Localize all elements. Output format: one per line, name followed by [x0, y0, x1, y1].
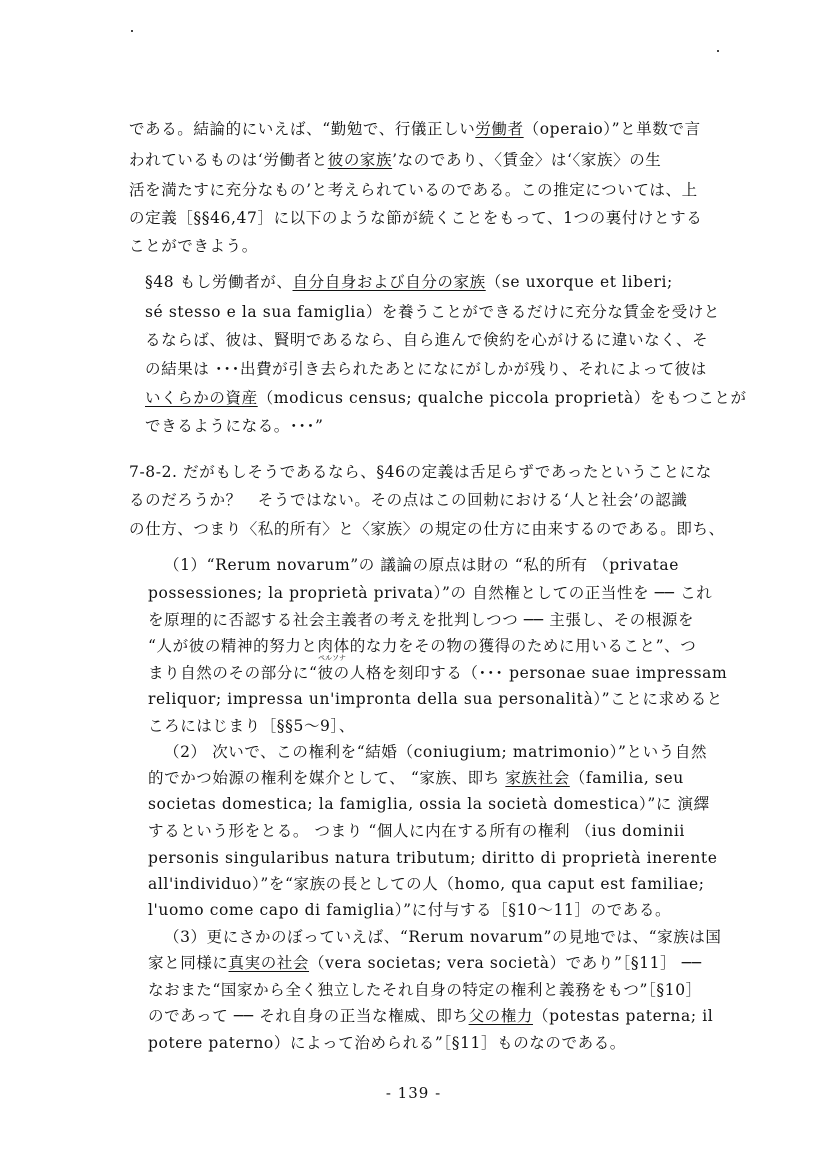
para1-line-1: である。結論的にいえば、“勤勉で、行儀正しい労働者（operaio）”と単数で言	[129, 120, 701, 138]
item3-line-1: （3）更にさかのぼっていえば、“Rerum novarum”の見地では、“家族は国	[164, 928, 722, 946]
item3-line-2: 家と同様に真実の社会（vera societas; vera società）であり”［§11］ ──	[148, 954, 702, 972]
item2-line-4: するという形をとる。 つまり “個人に内在する所有の権利 （ius dominii	[148, 822, 685, 840]
underlined-term: 真実の社会	[228, 954, 310, 972]
item3-line-3: なおまた“国家から全く独立したそれ自身の特定の権利と義務をもつ”［§10］	[148, 981, 702, 999]
item2-line-7: l'uomo come capo di famiglia）”に付与する［§10〜11］のである。	[148, 901, 672, 919]
quote-line-5: いくらかの資産（modicus census; qualche piccola proprietà）をもつことが	[145, 389, 747, 407]
para1-line-2: われているものは‘労働者と彼の家族’なのであり、〈賃金〉は‘〈家族〉の生	[129, 151, 662, 169]
underlined-term: 家族社会	[505, 769, 570, 787]
scan-speck	[717, 50, 719, 52]
underlined-term: 父の権力	[468, 1007, 533, 1025]
quote-line-4: の結果は ･･･出費が引き去られたあとになにがしかが残り、それによって彼は	[145, 360, 707, 378]
quote-line-3: るならば、彼は、賢明であるなら、自ら進んで倹約を心がけるに違いなく、そ	[145, 331, 709, 349]
item1-line-6: reliquor; impressa un'impronta della sua personalità）”ことに求めると	[148, 690, 723, 708]
item1-line-1: （1）“Rerum novarum”の 議論の原点は財の “私的所有 （privatae	[164, 556, 680, 574]
item2-line-2: 的でかつ始源の権利を媒介として、 “家族、即ち 家族社会（familia, seu	[148, 769, 684, 787]
para2-line-1: 7-8-2. だがもしそうであるなら、§46の定義は舌足らずであったということにな	[129, 463, 712, 481]
item2-line-1: （2） 次いで、この権利を“結婚（coniugium; matrimonio）”という自然	[164, 743, 708, 761]
underlined-term: 彼の家族	[327, 151, 393, 169]
quote-line-6: できるようになる。･･･”	[145, 417, 324, 435]
item1-line-5: まり自然のその部分に“彼の人格を刻印する（･･･ personae suae impressam	[148, 664, 728, 682]
item1-line-7: ころにはじまり［§§5〜9］、	[148, 717, 355, 735]
item3-line-4: のであって ── それ自身の正当な権威、即ち父の権力（potestas paterna; il	[148, 1007, 714, 1025]
item3-line-5: potere paterno）によって治められる”［§11］ものなのである。	[148, 1034, 626, 1052]
underlined-term: 労働者	[475, 120, 524, 138]
quote-line-2: sé stesso e la sua famiglia）を養うことができるだけに充分な賃金を受けと	[145, 303, 721, 321]
para1-line-5: ことができよう。	[129, 237, 258, 255]
item1-line-4: “人が彼の精神的努力と肉体的な力をその物の獲得のために用いること”、つ	[148, 637, 697, 655]
para1-line-3: 活を満たすに充分なもの’と考えられているのである。この推定については、上	[129, 181, 698, 199]
item2-line-6: all'individuo）”を“家族の長としての人（homo, qua caput est familiae;	[148, 875, 705, 893]
para1-line-4: の定義［§§46,47］に以下のような節が続くことをもって、1つの裏付けとする	[129, 209, 703, 227]
underlined-term: いくらかの資産	[145, 389, 258, 407]
para2-line-3: の仕方、つまり〈私的所有〉と〈家族〉の規定の仕方に由来するのである。即ち、	[129, 520, 725, 538]
item1-line-2: possessiones; la proprietà privata）”の 自然権としての正当性を ── これ	[148, 584, 713, 602]
item2-line-3: societas domestica; la famiglia, ossia la società domestica）”に 演繹	[148, 795, 710, 813]
page-number: - 139 -	[385, 1084, 442, 1102]
item2-line-5: personis singularibus natura tributum; diritto di proprietà inerente	[148, 849, 718, 867]
para2-line-2: るのだろうか？ そうではない。その点はこの回勅における‘人と社会’の認識	[129, 491, 688, 509]
item1-line-3: を原理的に否認する社会主義者の考えを批判しつつ ── 主張し、その根源を	[148, 611, 695, 629]
scan-speck	[131, 30, 133, 32]
ruby-persona: ペルソナ	[318, 654, 346, 662]
quote-line-1: §48 もし労働者が、自分自身および自分の家族（se uxorque et liberi;	[145, 273, 673, 291]
underlined-term: 自分自身および自分の家族	[292, 273, 486, 291]
